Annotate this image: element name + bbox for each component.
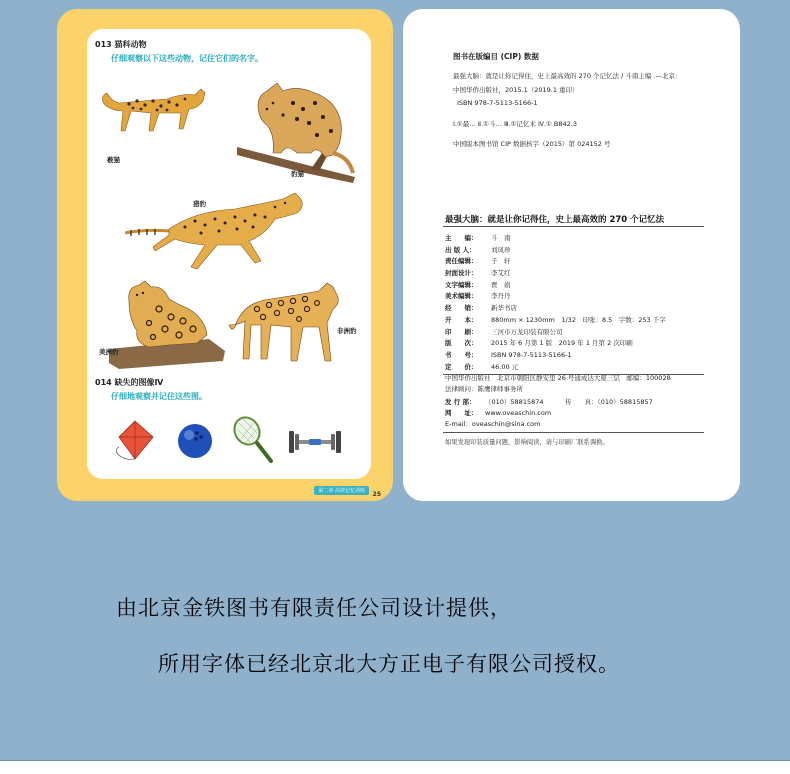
leopard-cat-figure — [237, 73, 357, 183]
colophon-row: 文字编辑： 贾 娟 — [445, 280, 511, 289]
cip-line: 最强大脑：就是让你记得住，史上最高效的 270 个记忆法 / 斗南主编 .—北京： — [453, 72, 682, 80]
left-book-page — [57, 9, 393, 501]
colophon-row: 印 刷： 三河市万龙印装有限公司 — [445, 327, 563, 336]
website-line: 网 址： www.oveaschin.com — [445, 409, 552, 417]
colophon-row: 开 本： 880mm × 1230mm 1/32 印张：8.5 字数：253 千字 — [445, 315, 666, 324]
credit-line-2: 所用字体已经北京北大方正电子有限公司授权。 — [158, 652, 620, 676]
cip-line: ISBN 978-7-5113-5166-1 — [457, 99, 538, 107]
colophon-row: 出 版 人： 刘凤珍 — [445, 245, 511, 254]
credit-line-1: 由北京金铁图书有限责任公司设计提供， — [116, 596, 512, 620]
quality-notice: 如果发现印装质量问题，影响阅读，请与印刷厂联系调换。 — [445, 439, 609, 446]
email-line: E-mail：oveaschin@sina.com — [445, 420, 541, 428]
section-014-title: 014 缺失的图像Ⅳ — [95, 378, 164, 387]
divider — [443, 432, 704, 433]
cheetah-figure — [125, 189, 311, 277]
colophon-row: 封面设计： 李艾红 — [445, 269, 511, 278]
colophon-row: 美术编辑： 李丹丹 — [445, 292, 511, 301]
colophon — [445, 233, 666, 373]
legal-line: 法律顾问：陈鹰律师事务所 — [445, 385, 523, 393]
colophon-row: 责任编辑： 子 轩 — [445, 257, 511, 266]
jaguar-figure — [109, 279, 225, 379]
colophon-row: 主 编： 斗 南 — [445, 234, 511, 242]
publisher-line: 中国华侨出版社 北京市朝阳区静安里 26 号通成达大厦三层 邮编：100028 — [445, 374, 671, 382]
section-014-subtitle: 仔细地观察并记住这些图。 — [111, 392, 207, 401]
book-title: 最强大脑：就是让你记得住，史上最高效的 270 个记忆法 — [445, 215, 665, 225]
animal-label-serval: 薮猫 — [107, 156, 120, 164]
bottom-strip — [0, 760, 790, 774]
section-013-subtitle: 仔细观察以下这些动物，记住它们的名字。 — [111, 54, 263, 63]
leopard-figure — [227, 281, 347, 365]
cip-line: 中国版本图书馆 CIP 数据核字（2015）第 024152 号 — [453, 140, 611, 148]
colophon-row: 经 销： 新华书店 — [445, 304, 517, 313]
colophon-row: 定 价： 46.00 元 — [445, 362, 519, 371]
chapter-tag: 第二章 高效记忆训练 — [314, 486, 369, 495]
dumbbell-icon — [285, 425, 345, 459]
cip-header: 图书在版编目 (CIP) 数据 — [453, 52, 539, 61]
animal-label-leopard-cat: 豹猫 — [291, 170, 304, 178]
section-013-title: 013 猫科动物 — [95, 40, 147, 49]
animal-label-cheetah: 猎豹 — [193, 200, 206, 208]
cip-line: 中国华侨出版社，2015.1（2019.1 重印） — [453, 86, 579, 94]
bowling-ball-icon — [175, 421, 215, 461]
kite-icon — [113, 419, 159, 463]
colophon-row: 书 号： ISBN 978-7-5113-5166-1 — [445, 350, 572, 359]
serval-figure — [97, 79, 212, 137]
cip-line: Ⅰ.①最… Ⅱ.①斗… Ⅲ.①记忆术 Ⅳ.① B842.3 — [453, 120, 578, 128]
animal-label-jaguar: 美洲豹 — [99, 348, 119, 356]
colophon-row: 版 次： 2015 年 6 月第 1 版 2019 年 1 月第 2 次印刷 — [445, 339, 633, 348]
animal-label-leopard: 非洲豹 — [337, 327, 357, 335]
phone-line: 发 行 部： （010）58815874 传 真：（010）58815857 — [445, 398, 653, 406]
right-book-page — [403, 9, 740, 501]
left-page-content — [87, 29, 371, 479]
page-number: 25 — [372, 491, 381, 498]
tennis-racket-icon — [231, 415, 275, 465]
divider — [443, 226, 704, 227]
